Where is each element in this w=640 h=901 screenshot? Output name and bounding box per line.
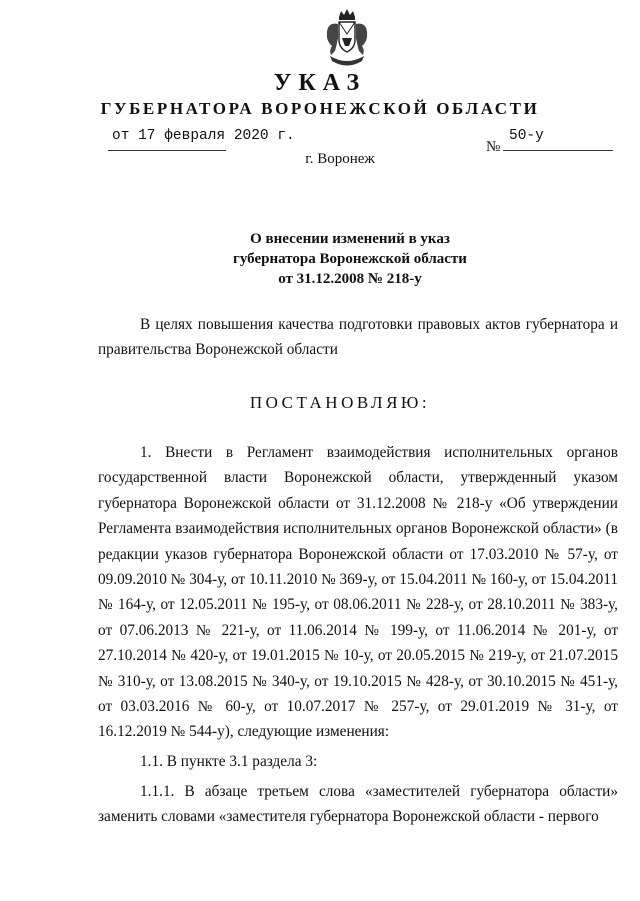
issuing-authority: ГУБЕРНАТОРА ВОРОНЕЖСКОЙ ОБЛАСТИ: [100, 99, 540, 118]
number-field: [503, 130, 613, 151]
date-field: [108, 128, 295, 151]
document-title: [180, 229, 520, 289]
item-1-1-1-paragraph: 1.1.1. В абзаце третьем слова «заместителей губернатора области» заменить словами «заместителя губернатора Воронежской области - первого: [98, 783, 618, 826]
title-line-3: от 31.12.2008 № 218-у: [278, 271, 422, 287]
document-type: УКАЗ: [273, 70, 367, 96]
title-line-1: О внесении изменений в указ: [250, 231, 450, 247]
number-sign: №: [486, 139, 501, 155]
city: г. Воронеж: [305, 151, 375, 167]
title-line-2: губернатора Воронежской области: [233, 251, 467, 267]
item-1-1-paragraph: 1.1. В пункте 3.1 раздела 3:: [140, 753, 318, 770]
item-1-paragraph: 1. Внести в Регламент взаимодействия исполнительных органов государственной власти Воронежской области, утвержденный указом губернатора Воронежской области от 31.12.2008 № 218-у «Об утверждении Регламента взаимодействия исполнительных органов Воронежской области» (в редакции указов губернатора Воронежской области от 17.03.2010 № 57-у, от 09.09.2010 № 304-у, от 10.11.2010 № 369-у, от 15.04.2011 № 160-у, от 15.04.2011 № 164-у, от 12.05.2011 № 195-у, от 08.06.2011 № 228-у, от 28.10.2011 № 383-у, от 07.06.2013 № 221-у, от 11.06.2014 № 199-у, от 11.06.2014 № 201-у, от 27.10.2014 № 420-у, от 19.01.2015 № 10-у, от 20.05.2015 № 219-у, от 21.07.2015 № 310-у, от 13.08.2015 № 340-у, от 19.10.2015 № 428-у, от 30.10.2015 № 451-у, от 03.03.2016 № 60-у, от 10.07.2017 № 257-у, от 29.01.2019 № 31-у, от 16.12.2019 № 544-у), следующие изменения:: [98, 444, 618, 741]
preamble-paragraph: В целях повышения качества подготовки правовых актов губернатора и правительства Воронежской области: [98, 316, 618, 359]
coat-of-arms-icon: [322, 8, 372, 70]
document-date: от 17 февраля 2020 г.: [112, 128, 295, 144]
decree-word: ПОСТАНОВЛЯЮ:: [249, 393, 431, 412]
document-number: 50-у: [509, 128, 544, 144]
